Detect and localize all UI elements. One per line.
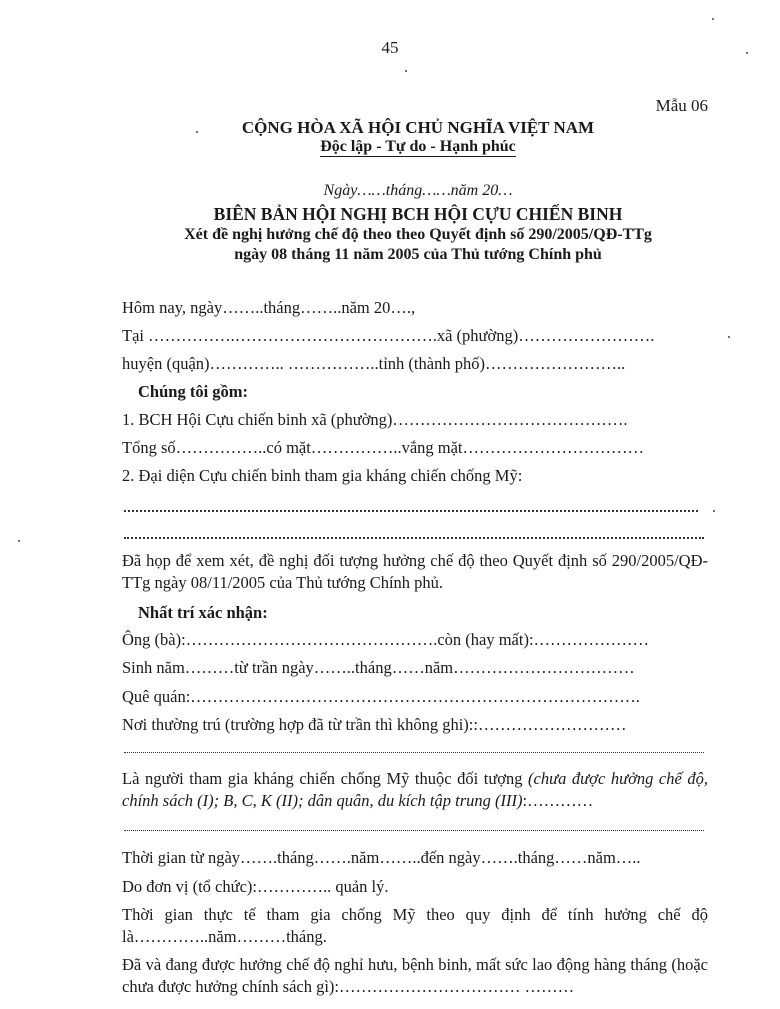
document-subtitle-1: Xét đề nghị hưởng chế độ theo theo Quyết định số 290/2005/QĐ-TTg bbox=[184, 226, 652, 243]
document-subtitle-2: ngày 08 tháng 11 năm 2005 của Thủ tướng Chính phủ bbox=[234, 246, 602, 263]
scan-speck bbox=[18, 540, 20, 542]
birth-death-line: Sinh năm………từ trần ngày……..tháng……năm…………………………… bbox=[122, 658, 635, 677]
participant-type-text: Là người tham gia kháng chiến chống Mỹ thuộc đối tượng bbox=[122, 769, 529, 788]
members-heading: Chúng tôi gồm: bbox=[138, 382, 249, 401]
page-number: 45 bbox=[381, 38, 399, 57]
scan-speck bbox=[712, 18, 714, 20]
blank-line bbox=[124, 510, 698, 512]
participant-type-paragraph bbox=[122, 768, 708, 812]
blank-line bbox=[124, 830, 704, 831]
form-code: Mẫu 06 bbox=[655, 96, 708, 115]
member-2-line: 2. Đại diện Cựu chiến binh tham gia kháng chiến chống Mỹ: bbox=[122, 466, 523, 485]
service-period-line: Thời gian từ ngày…….tháng…….năm……..đến ngày…….tháng……năm….. bbox=[122, 848, 641, 867]
member-1-counts: Tổng số……………..có mặt……………..vắng mặt…………………………… bbox=[122, 438, 645, 457]
managing-unit-line: Do đơn vị (tổ chức):………….. quản lý. bbox=[122, 877, 389, 896]
scan-speck bbox=[746, 52, 748, 54]
confirm-heading: Nhất trí xác nhận: bbox=[138, 603, 268, 622]
scan-speck bbox=[728, 336, 730, 338]
current-benefits-paragraph: Đã và đang được hưởng chế độ nghỉ hưu, bệnh binh, mất sức lao động hàng tháng (hoặc chưa được hưởng chính sách gì):…………………………… ……… bbox=[122, 955, 708, 996]
location-line-2: huyện (quận)………….. ……………..tỉnh (thành phố)…………………….. bbox=[122, 354, 626, 373]
participant-type-blank: :………… bbox=[522, 791, 594, 810]
motto-text: Độc lập - Tự do - Hạnh phúc bbox=[320, 138, 516, 155]
actual-time-paragraph: Thời gian thực tế tham gia chống Mỹ theo quy định để tính hưởng chế độ là…………..năm………tháng. bbox=[122, 905, 708, 946]
document-date: Ngày……tháng……năm 20… bbox=[323, 182, 513, 199]
meeting-purpose-paragraph: Đã họp để xem xét, đề nghị đối tượng hưởng chế độ theo Quyết định số 290/2005/QĐ-TTg ngày 08/11/2005 của Thủ tướng Chính phủ. bbox=[122, 551, 708, 592]
document-title: BIÊN BẢN HỘI NGHỊ BCH HỘI CỰU CHIẾN BINH bbox=[213, 204, 623, 224]
blank-line bbox=[124, 537, 704, 539]
intro-date-field: Hôm nay, ngày……..tháng……..năm 20…., bbox=[122, 298, 416, 317]
blank-line bbox=[124, 752, 704, 753]
participant-type-categories: (chưa được hưởng chế độ, chính sách (I); B, C, K (II); dân quân, du kích tập trung (III) bbox=[122, 769, 708, 810]
member-1-line: 1. BCH Hội Cựu chiến binh xã (phường)……………………………………. bbox=[122, 410, 628, 429]
hometown-line: Quê quán:………………………………………………………………………. bbox=[122, 687, 640, 706]
residence-line: Nơi thường trú (trường hợp đã từ trần thì không ghi)::……………………… bbox=[122, 715, 627, 734]
person-name-line: Ông (bà):……………………………………….còn (hay mất):………………… bbox=[122, 630, 650, 649]
scan-speck bbox=[713, 510, 715, 512]
national-heading: CỘNG HÒA XÃ HỘI CHỦ NGHĨA VIỆT NAM bbox=[241, 118, 595, 137]
location-line-1: Tại …………….……………………………….xã (phường)……………………. bbox=[122, 326, 655, 345]
scan-speck bbox=[405, 70, 407, 72]
national-motto bbox=[0, 138, 780, 156]
